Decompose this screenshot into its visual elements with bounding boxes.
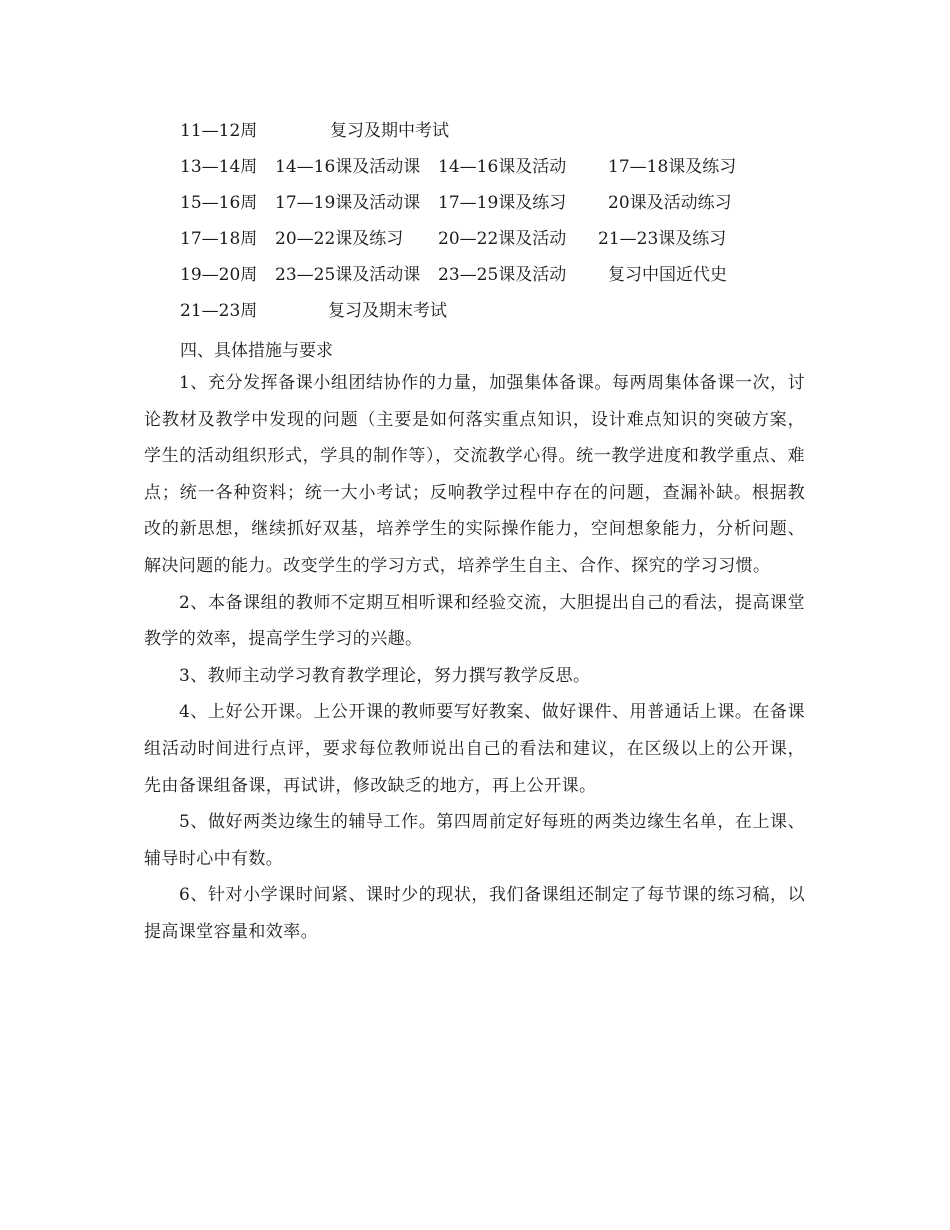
- schedule-row: [0, 257, 950, 293]
- schedule-week: 19—20周: [180, 265, 258, 285]
- measure-paragraph: 1、充分发挥备课小组团结协作的力量，加强集体备课。每两周集体备课一次，讨论教材及教学中发现的问题（主要是如何落实重点知识，设计难点知识的突破方案，学生的活动组织形式，学具的制作等），交流教学心得。统一教学进度和教学重点、难点；统一各种资料；统一大小考试；反响教学过程中存在的问题，查漏补缺。根据教改的新思想，继续抓好双基，培养学生的实际操作能力，空间想象能力，分析问题、解决问题的能力。改变学生的学习方式，培养学生自主、合作、探究的学习习惯。: [144, 373, 805, 576]
- schedule-week: 17—18周: [180, 229, 258, 249]
- schedule-row: [0, 185, 950, 221]
- schedule-row: [0, 293, 950, 329]
- schedule-cell: 20—22课及活动: [438, 229, 567, 249]
- measure-paragraph: 3、教师主动学习教育教学理论，努力撰写教学反思。: [179, 665, 591, 686]
- schedule-row: [0, 221, 950, 257]
- schedule-cell: 21—23课及练习: [598, 229, 727, 249]
- schedule-week: 11—12周: [180, 121, 258, 141]
- measure-paragraph: 4、上好公开课。上公开课的教师要写好教案、做好课件、用普通话上课。在备课组活动时间进行点评，要求每位教师说出自己的看法和建议，在区级以上的公开课，先由备课组备课，再试讲，修改缺乏的地方，再上公开课。: [144, 702, 805, 796]
- schedule-cell: 复习中国近代史: [608, 265, 727, 285]
- schedule-cell: 14—16课及活动课: [275, 157, 421, 177]
- measure-paragraph: 5、做好两类边缘生的辅导工作。第四周前定好每班的两类边缘生名单，在上课、辅导时心中有数。: [144, 812, 805, 869]
- schedule-activity: 复习及期末考试: [328, 301, 447, 321]
- schedule-row: [0, 149, 950, 185]
- schedule-cell: 17—19课及活动课: [275, 193, 421, 213]
- schedule-cell: 20课及活动练习: [608, 193, 732, 213]
- schedule-cell: 20—22课及练习: [275, 229, 404, 249]
- schedule-activity: 复习及期中考试: [330, 121, 449, 141]
- measure-paragraph: 6、针对小学课时间紧、课时少的现状，我们备课组还制定了每节课的练习稿，以提高课堂容量和效率。: [144, 885, 805, 942]
- section-heading: 四、具体措施与要求: [180, 341, 333, 361]
- schedule-week: 21—23周: [180, 301, 258, 321]
- schedule-cell: 14—16课及活动: [438, 157, 567, 177]
- schedule-week: 13—14周: [180, 157, 258, 177]
- schedule-row: [0, 113, 950, 149]
- measures-list: [144, 365, 805, 951]
- teaching-schedule: [0, 113, 950, 329]
- schedule-week: 15—16周: [180, 193, 258, 213]
- schedule-cell: 17—18课及练习: [608, 157, 737, 177]
- schedule-cell: 17—19课及练习: [438, 193, 567, 213]
- measure-paragraph: 2、本备课组的教师不定期互相听课和经验交流，大胆提出自己的看法，提高课堂教学的效率，提高学生学习的兴趣。: [144, 592, 805, 650]
- schedule-cell: 23—25课及活动课: [275, 265, 421, 285]
- schedule-cell: 23—25课及活动: [438, 265, 567, 285]
